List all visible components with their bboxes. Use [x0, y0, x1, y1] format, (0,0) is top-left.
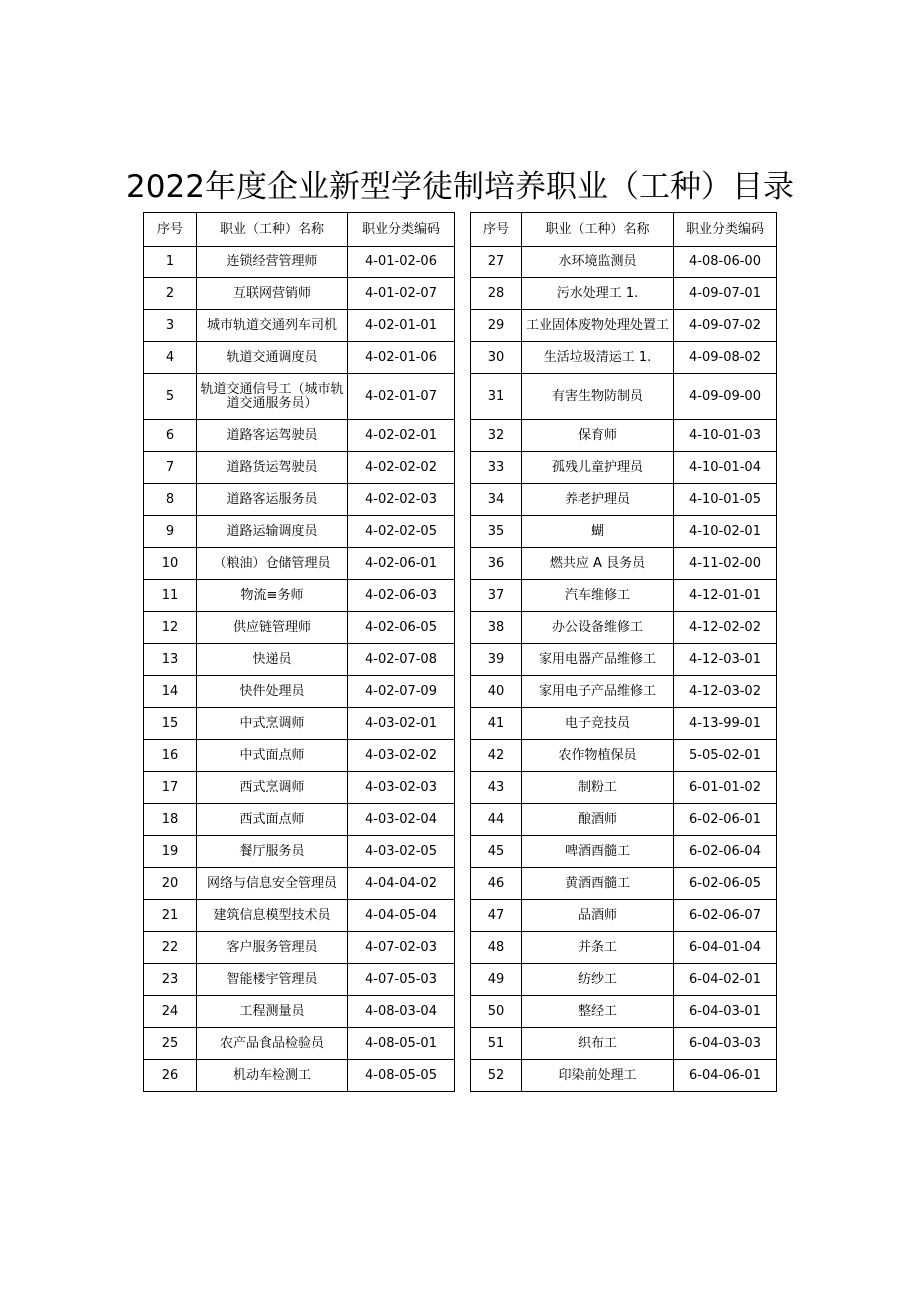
cell-serial-number: 5	[144, 374, 197, 420]
cell-serial-number: 17	[144, 772, 197, 804]
cell-occupation-name: 建筑信息模型技术员	[197, 900, 348, 932]
cell-serial-number: 9	[144, 516, 197, 548]
cell-occupation-name: 互联网营销师	[197, 278, 348, 310]
cell-serial-number: 35	[471, 516, 522, 548]
table-row	[144, 644, 455, 676]
header-occupation-name: 职业（工种）名称	[522, 213, 674, 247]
table-row	[471, 644, 777, 676]
cell-classification-code: 6-04-01-04	[674, 932, 777, 964]
cell-classification-code: 4-02-06-05	[348, 612, 455, 644]
table-row	[471, 996, 777, 1028]
cell-serial-number: 34	[471, 484, 522, 516]
cell-serial-number: 52	[471, 1060, 522, 1092]
cell-occupation-name: 品酒师	[522, 900, 674, 932]
cell-occupation-name: 织布工	[522, 1028, 674, 1060]
table-row	[471, 932, 777, 964]
cell-classification-code: 4-08-03-04	[348, 996, 455, 1028]
cell-serial-number: 27	[471, 247, 522, 278]
cell-serial-number: 14	[144, 676, 197, 708]
cell-classification-code: 4-13-99-01	[674, 708, 777, 740]
cell-occupation-name: 西式面点师	[197, 804, 348, 836]
cell-occupation-name: 农作物植保员	[522, 740, 674, 772]
cell-classification-code: 4-09-07-01	[674, 278, 777, 310]
cell-occupation-name: 工程测量员	[197, 996, 348, 1028]
cell-occupation-name: 工业固体废物处理处置工	[522, 310, 674, 342]
cell-serial-number: 15	[144, 708, 197, 740]
cell-occupation-name: 蝴	[522, 516, 674, 548]
table-row	[144, 310, 455, 342]
cell-occupation-name: 黄酒酉髓工	[522, 868, 674, 900]
cell-serial-number: 25	[144, 1028, 197, 1060]
cell-occupation-name: 西式烹调师	[197, 772, 348, 804]
cell-classification-code: 4-03-02-03	[348, 772, 455, 804]
cell-classification-code: 4-09-07-02	[674, 310, 777, 342]
cell-occupation-name: 农产品食品检验员	[197, 1028, 348, 1060]
table-row	[144, 342, 455, 374]
cell-classification-code: 4-07-02-03	[348, 932, 455, 964]
cell-serial-number: 16	[144, 740, 197, 772]
cell-classification-code: 6-02-06-05	[674, 868, 777, 900]
cell-occupation-name: 整经工	[522, 996, 674, 1028]
header-classification-code: 职业分类编码	[348, 213, 455, 247]
cell-occupation-name: 电子竞技员	[522, 708, 674, 740]
cell-classification-code: 4-02-07-08	[348, 644, 455, 676]
table-row	[144, 484, 455, 516]
table-row	[144, 1060, 455, 1092]
table-row	[471, 708, 777, 740]
cell-classification-code: 4-10-01-03	[674, 420, 777, 452]
occupation-table-right	[470, 212, 777, 1092]
cell-serial-number: 11	[144, 580, 197, 612]
cell-occupation-name: 机动车检测工	[197, 1060, 348, 1092]
table-row	[471, 310, 777, 342]
cell-serial-number: 51	[471, 1028, 522, 1060]
cell-classification-code: 4-01-02-06	[348, 247, 455, 278]
cell-serial-number: 33	[471, 452, 522, 484]
cell-serial-number: 1	[144, 247, 197, 278]
cell-classification-code: 4-08-05-01	[348, 1028, 455, 1060]
cell-classification-code: 4-02-02-01	[348, 420, 455, 452]
cell-classification-code: 4-02-07-09	[348, 676, 455, 708]
table-row	[471, 612, 777, 644]
cell-classification-code: 4-10-01-04	[674, 452, 777, 484]
table-row	[471, 836, 777, 868]
cell-serial-number: 26	[144, 1060, 197, 1092]
cell-occupation-name: 汽车维修工	[522, 580, 674, 612]
cell-serial-number: 32	[471, 420, 522, 452]
table-row	[471, 548, 777, 580]
cell-occupation-name: 家用电器产品维修工	[522, 644, 674, 676]
cell-occupation-name: 印染前处理工	[522, 1060, 674, 1092]
table-row	[471, 374, 777, 420]
cell-classification-code: 6-04-02-01	[674, 964, 777, 996]
cell-serial-number: 6	[144, 420, 197, 452]
table-row	[144, 278, 455, 310]
cell-classification-code: 6-04-03-03	[674, 1028, 777, 1060]
cell-classification-code: 4-02-01-06	[348, 342, 455, 374]
cell-classification-code: 4-03-02-04	[348, 804, 455, 836]
table-row	[144, 452, 455, 484]
cell-classification-code: 4-04-04-02	[348, 868, 455, 900]
cell-classification-code: 4-11-02-00	[674, 548, 777, 580]
cell-occupation-name: 水环境监测员	[522, 247, 674, 278]
cell-classification-code: 4-02-06-03	[348, 580, 455, 612]
table-row	[144, 516, 455, 548]
cell-serial-number: 41	[471, 708, 522, 740]
table-row	[144, 548, 455, 580]
cell-serial-number: 44	[471, 804, 522, 836]
cell-serial-number: 45	[471, 836, 522, 868]
cell-occupation-name: 生活垃圾清运工 1.	[522, 342, 674, 374]
cell-occupation-name: 快递员	[197, 644, 348, 676]
cell-serial-number: 29	[471, 310, 522, 342]
cell-occupation-name: 燃共应 A 艮务员	[522, 548, 674, 580]
cell-serial-number: 7	[144, 452, 197, 484]
cell-serial-number: 3	[144, 310, 197, 342]
cell-occupation-name: 中式烹调师	[197, 708, 348, 740]
cell-classification-code: 4-12-03-02	[674, 676, 777, 708]
cell-serial-number: 43	[471, 772, 522, 804]
cell-occupation-name: 啤酒酉髓工	[522, 836, 674, 868]
cell-serial-number: 2	[144, 278, 197, 310]
table-row	[144, 964, 455, 996]
cell-occupation-name: 智能楼宇管理员	[197, 964, 348, 996]
cell-serial-number: 47	[471, 900, 522, 932]
table-row	[471, 452, 777, 484]
cell-serial-number: 42	[471, 740, 522, 772]
document-title: 2022年度企业新型学徒制培养职业（工种）目录	[126, 169, 794, 205]
cell-serial-number: 48	[471, 932, 522, 964]
table-row	[471, 1060, 777, 1092]
cell-serial-number: 24	[144, 996, 197, 1028]
table-row	[471, 804, 777, 836]
cell-serial-number: 46	[471, 868, 522, 900]
table-row	[471, 964, 777, 996]
header-serial-number: 序号	[144, 213, 197, 247]
table-row	[471, 342, 777, 374]
cell-classification-code: 4-10-01-05	[674, 484, 777, 516]
cell-occupation-name: 有害生物防制员	[522, 374, 674, 420]
cell-occupation-name: 孤残儿童护理员	[522, 452, 674, 484]
cell-classification-code: 5-05-02-01	[674, 740, 777, 772]
cell-occupation-name: 并条工	[522, 932, 674, 964]
cell-serial-number: 40	[471, 676, 522, 708]
cell-classification-code: 4-09-09-00	[674, 374, 777, 420]
table-row	[471, 900, 777, 932]
cell-occupation-name: 道路客运服务员	[197, 484, 348, 516]
cell-serial-number: 19	[144, 836, 197, 868]
cell-classification-code: 4-02-01-01	[348, 310, 455, 342]
cell-occupation-name: 污水处理工 1.	[522, 278, 674, 310]
cell-classification-code: 4-04-05-04	[348, 900, 455, 932]
table-row	[144, 1028, 455, 1060]
cell-serial-number: 36	[471, 548, 522, 580]
cell-occupation-name: 保育师	[522, 420, 674, 452]
header-occupation-name: 职业（工种）名称	[197, 213, 348, 247]
cell-classification-code: 6-02-06-01	[674, 804, 777, 836]
cell-serial-number: 12	[144, 612, 197, 644]
table-row	[471, 247, 777, 278]
table-row	[144, 420, 455, 452]
cell-classification-code: 4-08-06-00	[674, 247, 777, 278]
table-row	[144, 836, 455, 868]
cell-occupation-name: 客户服务管理员	[197, 932, 348, 964]
cell-occupation-name: 道路客运驾驶员	[197, 420, 348, 452]
cell-classification-code: 4-12-01-01	[674, 580, 777, 612]
cell-serial-number: 18	[144, 804, 197, 836]
table-row	[144, 772, 455, 804]
table-row	[144, 708, 455, 740]
table-row	[471, 676, 777, 708]
cell-serial-number: 8	[144, 484, 197, 516]
cell-serial-number: 22	[144, 932, 197, 964]
cell-classification-code: 4-02-02-03	[348, 484, 455, 516]
table-row	[471, 516, 777, 548]
table-row	[471, 278, 777, 310]
header-classification-code: 职业分类编码	[674, 213, 777, 247]
cell-classification-code: 6-02-06-07	[674, 900, 777, 932]
cell-classification-code: 6-02-06-04	[674, 836, 777, 868]
table-row	[144, 247, 455, 278]
table-row	[144, 996, 455, 1028]
table-row	[471, 580, 777, 612]
cell-occupation-name: 道路货运驾驶员	[197, 452, 348, 484]
cell-classification-code: 6-04-03-01	[674, 996, 777, 1028]
cell-occupation-name: 纺纱工	[522, 964, 674, 996]
cell-classification-code: 4-10-02-01	[674, 516, 777, 548]
cell-occupation-name: 轨道交通信号工（城市轨道交通服务员）	[197, 374, 348, 420]
table-row	[471, 740, 777, 772]
table-row	[471, 484, 777, 516]
table-row	[144, 804, 455, 836]
cell-classification-code: 6-01-01-02	[674, 772, 777, 804]
cell-occupation-name: 餐厅服务员	[197, 836, 348, 868]
table-row	[471, 1028, 777, 1060]
cell-occupation-name: 网络与信息安全管理员	[197, 868, 348, 900]
cell-occupation-name: 快件处理员	[197, 676, 348, 708]
cell-classification-code: 4-07-05-03	[348, 964, 455, 996]
cell-classification-code: 4-08-05-05	[348, 1060, 455, 1092]
cell-classification-code: 4-12-02-02	[674, 612, 777, 644]
header-serial-number: 序号	[471, 213, 522, 247]
cell-occupation-name: 办公设备维修工	[522, 612, 674, 644]
cell-classification-code: 4-02-06-01	[348, 548, 455, 580]
table-row	[144, 740, 455, 772]
cell-classification-code: 6-04-06-01	[674, 1060, 777, 1092]
cell-classification-code: 4-12-03-01	[674, 644, 777, 676]
cell-classification-code: 4-02-01-07	[348, 374, 455, 420]
cell-occupation-name: 制粉工	[522, 772, 674, 804]
table-row	[144, 932, 455, 964]
table-row	[144, 868, 455, 900]
cell-serial-number: 28	[471, 278, 522, 310]
cell-classification-code: 4-01-02-07	[348, 278, 455, 310]
cell-occupation-name: 养老护理员	[522, 484, 674, 516]
cell-occupation-name: 城市轨道交通列车司机	[197, 310, 348, 342]
table-row	[471, 772, 777, 804]
cell-serial-number: 20	[144, 868, 197, 900]
cell-serial-number: 23	[144, 964, 197, 996]
cell-serial-number: 21	[144, 900, 197, 932]
cell-serial-number: 13	[144, 644, 197, 676]
cell-classification-code: 4-03-02-02	[348, 740, 455, 772]
cell-serial-number: 49	[471, 964, 522, 996]
occupation-table-left	[143, 212, 455, 1092]
cell-occupation-name: 连锁经营管理师	[197, 247, 348, 278]
table-row	[144, 900, 455, 932]
table-row	[471, 868, 777, 900]
table-row	[471, 420, 777, 452]
cell-occupation-name: 轨道交通调度员	[197, 342, 348, 374]
table-header-row	[144, 213, 455, 247]
table-row	[144, 374, 455, 420]
cell-classification-code: 4-03-02-01	[348, 708, 455, 740]
cell-classification-code: 4-09-08-02	[674, 342, 777, 374]
cell-serial-number: 10	[144, 548, 197, 580]
cell-occupation-name: 物流≡务师	[197, 580, 348, 612]
cell-serial-number: 38	[471, 612, 522, 644]
table-row	[144, 580, 455, 612]
cell-occupation-name: （粮油）仓储管理员	[197, 548, 348, 580]
cell-serial-number: 39	[471, 644, 522, 676]
cell-occupation-name: 中式面点师	[197, 740, 348, 772]
cell-classification-code: 4-03-02-05	[348, 836, 455, 868]
cell-occupation-name: 酿酒师	[522, 804, 674, 836]
cell-serial-number: 31	[471, 374, 522, 420]
cell-classification-code: 4-02-02-02	[348, 452, 455, 484]
cell-serial-number: 30	[471, 342, 522, 374]
cell-occupation-name: 家用电子产品维修工	[522, 676, 674, 708]
cell-classification-code: 4-02-02-05	[348, 516, 455, 548]
cell-occupation-name: 道路运输调度员	[197, 516, 348, 548]
table-row	[144, 612, 455, 644]
cell-serial-number: 50	[471, 996, 522, 1028]
cell-serial-number: 37	[471, 580, 522, 612]
table-header-row	[471, 213, 777, 247]
cell-occupation-name: 供应链管理师	[197, 612, 348, 644]
cell-serial-number: 4	[144, 342, 197, 374]
table-row	[144, 676, 455, 708]
